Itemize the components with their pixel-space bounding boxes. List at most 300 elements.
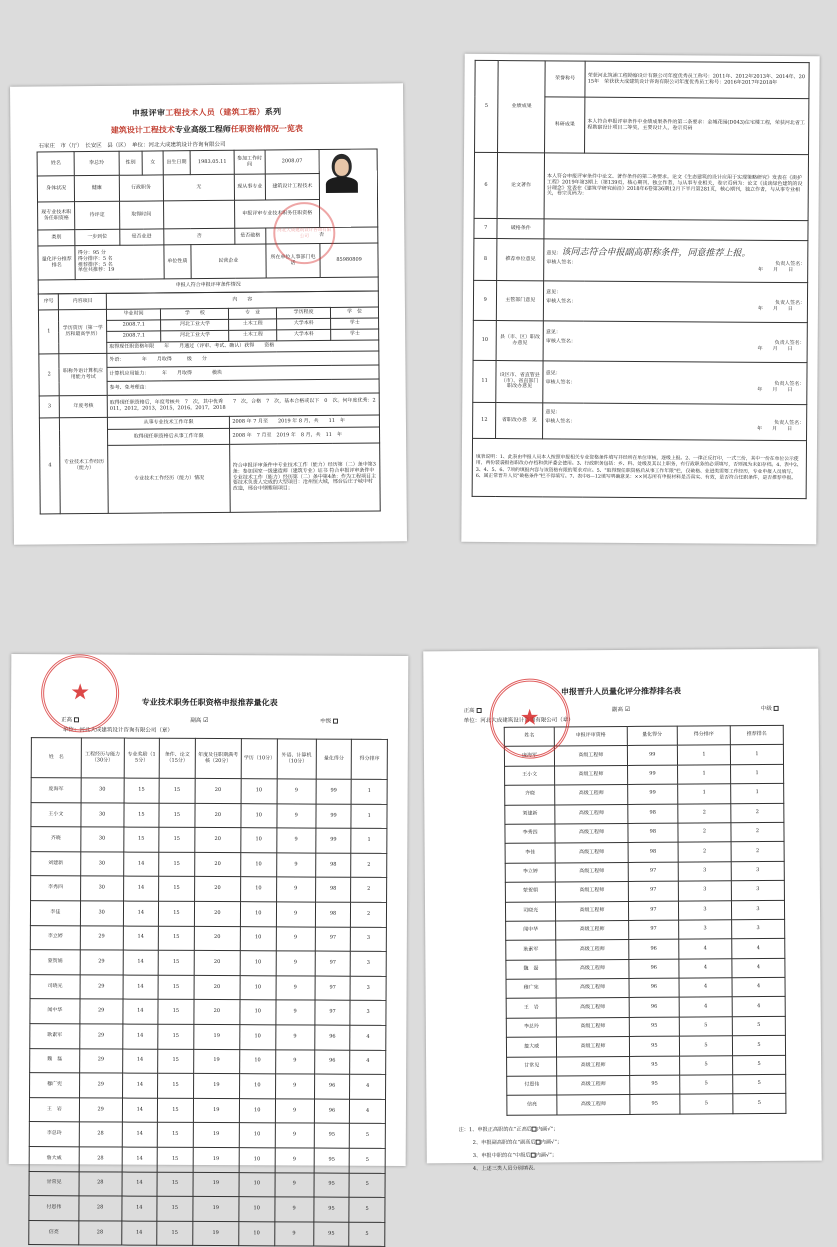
award-score: 14 bbox=[123, 901, 159, 926]
rank-cell: 1 bbox=[351, 804, 387, 829]
rank-cell: 3 bbox=[350, 976, 386, 1001]
experience-score: 28 bbox=[79, 1122, 122, 1147]
table-row bbox=[30, 1073, 386, 1099]
assessment-score: 19 bbox=[193, 1049, 239, 1074]
total-score: 98 bbox=[315, 853, 351, 878]
paper-score: 15 bbox=[158, 1073, 194, 1098]
table-row bbox=[31, 876, 387, 902]
name-cell: 王小文 bbox=[31, 802, 81, 827]
education-score: 10 bbox=[241, 779, 277, 804]
name-cell: 刘建新 bbox=[505, 805, 555, 825]
recommend-rank: 2 bbox=[731, 822, 784, 842]
total-score: 95 bbox=[314, 1173, 350, 1198]
score-summary: 得分：95 分 得分排序：5 名 推荐排序：5 名 单位共推荐：19 bbox=[75, 245, 164, 280]
paper-score: 15 bbox=[159, 901, 195, 926]
experience-score: 29 bbox=[80, 925, 123, 950]
name-cell: 庞海军 bbox=[31, 778, 81, 803]
name-cell: 闻中华 bbox=[30, 999, 80, 1024]
assessment-score: 19 bbox=[194, 1024, 240, 1049]
paper-score: 15 bbox=[158, 926, 194, 951]
award-score: 14 bbox=[122, 1073, 158, 1098]
name-cell: 李秀四 bbox=[505, 824, 555, 844]
applicant-photo bbox=[319, 149, 378, 228]
table-row bbox=[506, 1036, 785, 1057]
assessment-score: 20 bbox=[194, 951, 240, 976]
total-score: 96 bbox=[629, 998, 679, 1018]
total-score: 95 bbox=[314, 1123, 350, 1148]
score-rank: 5 bbox=[680, 1094, 733, 1114]
qualification-cell: 高级工程师 bbox=[557, 1075, 630, 1095]
ranking-notes: 注：1、申报正高职的在“正高后 内画√”； 2、申报副高职的在“副高后 内画√”； 3、申报中职的在“中级后 内画√”； 4、上述三类人员分别填表。 bbox=[458, 1126, 563, 1172]
education-score: 10 bbox=[239, 1148, 275, 1173]
assessment-score: 20 bbox=[195, 778, 241, 803]
assessment-score: 20 bbox=[194, 1000, 240, 1025]
score-rank: 2 bbox=[678, 803, 731, 823]
score-rank: 5 bbox=[679, 1017, 732, 1037]
table-row bbox=[507, 1074, 786, 1095]
language-score: 9 bbox=[275, 1148, 314, 1173]
table-row bbox=[507, 1055, 786, 1076]
qualification-cell: 高级工程师 bbox=[555, 862, 628, 882]
table-row bbox=[506, 1016, 785, 1037]
recommend-rank: 4 bbox=[732, 997, 785, 1017]
table-row bbox=[30, 950, 386, 976]
table-row bbox=[506, 958, 785, 979]
rank-cell: 4 bbox=[350, 1050, 386, 1075]
name-cell: 魏 磊 bbox=[30, 1048, 80, 1073]
award-score: 14 bbox=[122, 999, 158, 1024]
language-score: 9 bbox=[276, 828, 315, 853]
language-score: 9 bbox=[276, 951, 315, 976]
experience-score: 29 bbox=[79, 1073, 122, 1098]
table-row bbox=[29, 1122, 385, 1148]
language-score: 9 bbox=[275, 1025, 314, 1050]
form-title: 申报评审工程技术人员（建筑工程）系列 bbox=[131, 106, 282, 118]
unit-line: 单位：河北大成建筑设计咨询有限公司（章） bbox=[463, 717, 574, 725]
total-score: 98 bbox=[628, 823, 678, 843]
total-score: 95 bbox=[630, 1095, 680, 1115]
ranking-table bbox=[504, 725, 787, 1116]
table-header bbox=[31, 738, 387, 780]
recommend-rank: 1 bbox=[730, 745, 783, 765]
award-score: 14 bbox=[122, 1049, 158, 1074]
rank-cell: 5 bbox=[350, 1124, 386, 1149]
table-row bbox=[30, 925, 386, 951]
table-row bbox=[30, 1048, 386, 1074]
award-score: 15 bbox=[124, 778, 160, 803]
assessment-score: 19 bbox=[193, 1197, 239, 1222]
rank-cell: 1 bbox=[351, 828, 387, 853]
experience-score: 29 bbox=[80, 975, 123, 1000]
name-cell: 穆广宪 bbox=[506, 979, 556, 999]
total-score: 97 bbox=[315, 927, 351, 952]
column-header: 推荐排名 bbox=[730, 725, 783, 745]
paper-score: 15 bbox=[158, 975, 194, 1000]
rank-cell: 3 bbox=[350, 1001, 386, 1026]
rank-cell: 4 bbox=[350, 1025, 386, 1050]
recommend-rank: 5 bbox=[733, 1074, 786, 1094]
education-score: 10 bbox=[240, 1025, 276, 1050]
name-cell: 蒙贺娟 bbox=[30, 950, 80, 975]
total-score: 95 bbox=[313, 1222, 349, 1247]
total-score: 97 bbox=[628, 920, 678, 940]
section-heading: 申报人符合申报评审条件情况 bbox=[38, 277, 378, 294]
column-header: 学历（10分） bbox=[241, 739, 277, 779]
column-header: 得分排序 bbox=[677, 726, 730, 746]
table-row bbox=[30, 1024, 386, 1050]
score-rank: 5 bbox=[679, 1036, 732, 1056]
qualification-cell: 高级工程师 bbox=[556, 920, 629, 940]
score-rank: 5 bbox=[680, 1075, 733, 1095]
recommend-rank: 3 bbox=[732, 919, 785, 939]
total-score: 97 bbox=[628, 881, 678, 901]
table-row bbox=[29, 1196, 385, 1222]
assessment-score: 20 bbox=[194, 901, 240, 926]
rank-cell: 5 bbox=[349, 1197, 385, 1222]
paper-score: 15 bbox=[158, 1000, 194, 1025]
experience-score: 30 bbox=[81, 827, 124, 852]
total-score: 95 bbox=[629, 1017, 679, 1037]
recommend-rank: 3 bbox=[731, 880, 784, 900]
assessment-score: 20 bbox=[195, 803, 241, 828]
total-score: 97 bbox=[315, 951, 351, 976]
award-score: 14 bbox=[122, 1098, 158, 1123]
education-score: 10 bbox=[240, 1049, 276, 1074]
score-rank: 3 bbox=[678, 881, 731, 901]
column-header: 工程经历与能力（30分） bbox=[81, 738, 124, 778]
handwritten-opinion: 该同志符合申报副高职称条件，同意推荐上报。 bbox=[561, 247, 751, 259]
table-row bbox=[31, 778, 387, 804]
assessment-score: 19 bbox=[193, 1123, 239, 1148]
paper-score: 15 bbox=[159, 852, 195, 877]
recommend-rank: 5 bbox=[732, 1016, 785, 1036]
name-cell: 詹大威 bbox=[29, 1146, 79, 1171]
checkbox-intermediate bbox=[774, 706, 779, 711]
qualification-cell: 高级工程师 bbox=[556, 882, 629, 902]
language-score: 9 bbox=[275, 1074, 314, 1099]
name-cell: 王小文 bbox=[505, 766, 555, 786]
achievements-table: 5 业绩成果 荣誉称号 荣获河北筑浦工程勘察设计有限公司年度优秀员工称号：2011年、2012年2013年、2014年、2015年 荣获获大成建筑设计咨询有限公司年度优秀员工称号：2016年2017年2018年 科研成果 本人符合申报评审条件中业绩成果条件的第二条要求：金城花园(D043)住宅楼工程，荣获河北省工程勘察设计项目二等奖，主要设计人，卷宗页码 6 论文著作 本人符合申报评审条件中论文、著作条件的第二条要求。论文《生态建筑的设计应用于实现策略研究》发表在《街护工程》2019年第3期上（第139页，核心期刊，独立作者，与从事专业相关，卷宗页码为：论文《浅谈绿色建筑的设计理念》发表在《建筑学研究前沿》2018年6卷第36期12月下半月第281页，核心期刊，独立作者，与从事专业相关，卷宗页码为： 7 破格条件 8 推荐单位意见 意见：该同志符合申报副高职称条件，同意推荐上报。 审核人签名： 负责人签名： 年 月 日 9 主管部门意见 意见： 审核人签名： 负责人签名： 年 月 日 10 县（市、区）职改办意见 意见： 审核人签名： 负责人签名： 年 月 日 11 设区市、省直管县（市）、省直部门职改办意见 意见： 审核人签名： 负责人签名： 年 月 日 12 省职改办意 见 意见： 审核人签名： 负责人签名： 年 月 日 填表说明：1、此表由申报人员本人按照申报相关专业资格条件填写并经所在单位审核，逐级上报。2、一律正反打印，一式三份，其中一份在单位公示使用，两份装袋报省职改办存档和供评委会使用。3、行政职务包括：乡、科、处级及其以上职务，有行政职务的必须填写，否则视为未如存档。4、表中2、3、4、5、6、7项的填报内容与该资格有限的要求对应。5、"取得现任职资格后从事工作年限"栏，仅破格、业进类需要工作经历，专业申报人员填写。6、属正常晋升人员"破格条件"栏不得填写。7、表中8—12填写明确意见：××同志所有申报材料是否真实、有效，是否符合任职条件，是否推荐申报。 bbox=[472, 60, 810, 499]
name-cell: 闻中华 bbox=[506, 921, 556, 941]
recommend-rank: 5 bbox=[733, 1094, 786, 1114]
total-score: 96 bbox=[314, 1099, 350, 1124]
award-score: 14 bbox=[122, 1172, 158, 1197]
form-notes: 填表说明：1、此表由申报人员本人按照申报相关专业资格条件填写并经所在单位审核，逐级上报。2、一律正反打印，一式三份，其中一份在单位公示使用，两份装袋报省职改办存档和供评委会使用。3、行政职务包括：乡、科、处级及其以上职务，有行政职务的必须填写，否则视为未如存档。4、表中2、3、4、5、6、7项的填报内容与该资格有限的要求对应。5、"取得现任职资格后从事工作年限"栏，仅破格、业进类需要工作经历，专业申报人员填写。6、属正常晋升人员"破格条件"栏不得填写。7、表中8—12填写明确意见：××同志所有申报材料是否真实、有效，是否符合任职条件，是否推荐申报。 bbox=[472, 438, 806, 498]
recommend-rank: 1 bbox=[730, 764, 783, 784]
rank-cell: 2 bbox=[351, 853, 387, 878]
name-cell: 耿素军 bbox=[506, 940, 556, 960]
name-cell: 李秀四 bbox=[31, 876, 81, 901]
table-row bbox=[505, 784, 784, 805]
name-cell: 司晓光 bbox=[505, 901, 555, 921]
column-header: 姓 名 bbox=[31, 738, 81, 778]
name-cell: 齐晓 bbox=[31, 827, 81, 852]
recommend-rank: 3 bbox=[731, 900, 784, 920]
total-score: 99 bbox=[627, 765, 677, 785]
column-header: 条件、论文（15分） bbox=[159, 738, 195, 778]
location-line: 石家庄 市（厅） 长安区 县（区） 单位：河北大成建筑设计咨询有限公司 bbox=[38, 141, 226, 150]
language-score: 9 bbox=[275, 1123, 314, 1148]
name-cell: 李立婷 bbox=[505, 863, 555, 883]
total-score: 98 bbox=[628, 842, 678, 862]
level-options: 正高 副高 ☑ 中级 bbox=[61, 715, 338, 724]
name-cell: 魏 磊 bbox=[506, 960, 556, 980]
rank-cell: 5 bbox=[349, 1222, 385, 1247]
total-score: 98 bbox=[628, 804, 678, 824]
score-rank: 1 bbox=[677, 745, 730, 765]
checkbox-intermediate bbox=[333, 719, 338, 724]
table-row bbox=[29, 1220, 385, 1246]
total-score: 96 bbox=[314, 1074, 350, 1099]
rank-cell: 5 bbox=[349, 1173, 385, 1198]
table-row bbox=[507, 1094, 786, 1115]
name-cell: 李总玲 bbox=[506, 1018, 556, 1038]
qualification-cell: 高级工程师 bbox=[555, 746, 628, 766]
rank-cell: 5 bbox=[349, 1148, 385, 1173]
rank-cell: 3 bbox=[351, 927, 387, 952]
total-score: 96 bbox=[628, 939, 678, 959]
total-score: 99 bbox=[316, 828, 352, 853]
experience-score: 29 bbox=[79, 1098, 122, 1123]
award-score: 15 bbox=[123, 827, 159, 852]
table-row bbox=[505, 803, 784, 824]
assessment-score: 19 bbox=[193, 1074, 239, 1099]
ranking-title: 申报晋升人员量化评分推荐排名表 bbox=[560, 685, 682, 697]
paper-score: 15 bbox=[158, 1024, 194, 1049]
table-header bbox=[504, 725, 783, 746]
experience-score: 29 bbox=[79, 1048, 122, 1073]
award-score: 14 bbox=[123, 975, 159, 1000]
level-options: 正高 副高 ☑ 中级 bbox=[464, 704, 779, 714]
assessment-score: 19 bbox=[193, 1147, 239, 1172]
column-header: 姓名 bbox=[504, 727, 554, 747]
score-rank: 1 bbox=[678, 784, 731, 804]
page-4-ranking-table bbox=[423, 649, 822, 1172]
table-row bbox=[505, 764, 784, 785]
column-header: 年度及任职期满考核（20分） bbox=[195, 738, 241, 778]
score-rank: 3 bbox=[678, 900, 731, 920]
paper-score: 15 bbox=[157, 1221, 193, 1246]
education-score: 10 bbox=[239, 1221, 275, 1246]
total-score: 98 bbox=[315, 877, 351, 902]
name-cell: 李佳 bbox=[30, 901, 80, 926]
column-header: 量化得分 bbox=[627, 726, 677, 746]
rank-cell: 1 bbox=[351, 779, 387, 804]
experience-score: 29 bbox=[80, 950, 123, 975]
table-row bbox=[29, 1171, 385, 1197]
rank-cell: 2 bbox=[351, 878, 387, 903]
total-score: 96 bbox=[315, 1025, 351, 1050]
score-rank: 4 bbox=[679, 978, 732, 998]
name-cell: 甘常见 bbox=[507, 1057, 557, 1077]
name-cell: 刘建新 bbox=[31, 851, 81, 876]
table-row bbox=[505, 861, 784, 882]
table-row bbox=[29, 1146, 385, 1172]
name-cell: 齐晓 bbox=[505, 785, 555, 805]
company-seal: 河北大成建筑设计咨询有限公司 bbox=[273, 202, 336, 265]
paper-score: 15 bbox=[159, 803, 195, 828]
language-score: 9 bbox=[274, 1222, 313, 1247]
column-header: 申报评审资格 bbox=[554, 726, 627, 746]
table-row bbox=[31, 827, 387, 853]
column-header: 专业奖励（15分） bbox=[124, 738, 160, 778]
qualification-cell: 高级工程师 bbox=[556, 998, 629, 1018]
column-header: 得分排序 bbox=[352, 739, 388, 779]
checkbox-senior bbox=[74, 717, 79, 722]
checkbox-senior bbox=[476, 708, 481, 713]
total-score: 99 bbox=[627, 784, 677, 804]
name-cell: 李总玲 bbox=[29, 1122, 79, 1147]
table-row bbox=[505, 822, 784, 843]
score-rank: 2 bbox=[678, 842, 731, 862]
qualification-cell: 高级工程师 bbox=[555, 843, 628, 863]
name-cell: 李立婷 bbox=[30, 925, 80, 950]
recommend-rank: 4 bbox=[732, 939, 785, 959]
qualification-cell: 高级工程师 bbox=[556, 901, 629, 921]
total-score: 99 bbox=[627, 746, 677, 766]
qualification-cell: 高级工程师 bbox=[556, 1017, 629, 1037]
name-cell: 蒙贺娟 bbox=[505, 882, 555, 902]
experience-score: 28 bbox=[79, 1147, 122, 1172]
table-row bbox=[506, 939, 785, 960]
name-cell: 司晓光 bbox=[30, 974, 80, 999]
table-row bbox=[31, 851, 387, 877]
table-row bbox=[504, 745, 783, 766]
paper-score: 15 bbox=[158, 1049, 194, 1074]
total-score: 97 bbox=[315, 976, 351, 1001]
experience-score: 28 bbox=[79, 1171, 122, 1196]
qualification-cell: 高级工程师 bbox=[557, 1056, 630, 1076]
table-row bbox=[505, 842, 784, 863]
qualification-cell: 高级工程师 bbox=[555, 785, 628, 805]
quantification-table bbox=[28, 737, 388, 1247]
score-rank: 3 bbox=[678, 861, 731, 881]
award-score: 14 bbox=[123, 950, 159, 975]
name-cell: 付恩伟 bbox=[29, 1196, 79, 1221]
recommend-rank: 4 bbox=[732, 977, 785, 997]
paper-score: 15 bbox=[158, 950, 194, 975]
award-score: 14 bbox=[121, 1221, 157, 1246]
recommend-rank: 4 bbox=[732, 958, 785, 978]
assessment-score: 20 bbox=[194, 852, 240, 877]
qualification-cell: 高级工程师 bbox=[556, 979, 629, 999]
score-rank: 5 bbox=[680, 1055, 733, 1075]
experience-score: 28 bbox=[79, 1221, 122, 1246]
language-score: 9 bbox=[274, 1197, 313, 1222]
name-cell: 詹大威 bbox=[506, 1037, 556, 1057]
total-score: 96 bbox=[629, 959, 679, 979]
qualification-cell: 高级工程师 bbox=[555, 765, 628, 785]
total-score: 95 bbox=[314, 1197, 350, 1222]
qualification-cell: 高级工程师 bbox=[557, 1037, 630, 1057]
recommend-rank: 3 bbox=[731, 861, 784, 881]
language-score: 9 bbox=[275, 1000, 314, 1025]
paper-score: 15 bbox=[159, 877, 195, 902]
total-score: 95 bbox=[314, 1148, 350, 1173]
table-row bbox=[505, 880, 784, 901]
experience-score: 28 bbox=[79, 1196, 122, 1221]
paper-score: 15 bbox=[158, 1098, 194, 1123]
unit-line: 单位：河北大成建筑设计咨询有限公司（章） bbox=[62, 727, 173, 734]
total-score: 95 bbox=[629, 1036, 679, 1056]
table-row bbox=[506, 977, 785, 998]
name-cell: 付恩伟 bbox=[507, 1076, 557, 1096]
table-row bbox=[31, 802, 387, 828]
assessment-score: 19 bbox=[193, 1098, 239, 1123]
language-score: 9 bbox=[275, 1172, 314, 1197]
recommend-rank: 5 bbox=[733, 1055, 786, 1075]
recommend-rank: 2 bbox=[731, 803, 784, 823]
assessment-score: 20 bbox=[195, 828, 241, 853]
name-cell: 信亮 bbox=[29, 1220, 79, 1245]
applicant-name: 李总玲 bbox=[74, 151, 118, 175]
assessment-score: 20 bbox=[194, 975, 240, 1000]
score-rank: 4 bbox=[679, 997, 732, 1017]
column-header: 外语、计算机（10分） bbox=[277, 739, 316, 779]
table-row bbox=[505, 900, 784, 921]
education-score: 10 bbox=[240, 1000, 276, 1025]
language-score: 9 bbox=[276, 877, 315, 902]
paper-score: 15 bbox=[157, 1123, 193, 1148]
experience-score: 30 bbox=[81, 778, 124, 803]
name-cell: 甘常见 bbox=[29, 1171, 79, 1196]
table-row bbox=[506, 997, 785, 1018]
education-score: 10 bbox=[240, 951, 276, 976]
education-score: 10 bbox=[241, 877, 277, 902]
total-score: 97 bbox=[315, 1000, 351, 1025]
conditions-table: 序号 内容项目 内 容 1 学历资历（第一学历和最高学历） 毕业时间 学 校 专 业 学历程度 学 位 2008.7.1 河北工业大学 土木工程 大学本科 学士 2008.7.1 河北工业大学 土木工程 大学本科 学士 取得现任职资格年限 年 月通过（评审、考试、确认）获得 资格 2 职称外语计算机应用能力考试 外语： 年 月取得 级 分 计算机应用能力： 年 月取得 模块 参考、免考理由： 3 年度考核 取得现任职资格后，年度考核共 7 次，其中优秀 7 次，合格 7 次，基本合格或以下 0 次。何年度优秀：2011，2012，2013，2015，2016，2017，2018 4 专业技术工作经历（能力） 从事专业技术工作年限 2008 年 7 月至 2019 年 8 月，共 11 年 取得现任职资格后从事工作年限 2008 年 7 月至 2019 年 8 月，共 11 年 专业技术工作经历（能力）情况 符合申报评审条件中专业技术工作（能力）经历第（二）条中第3条：参加国家一级建造师（建筑专业）证书 符合申报评审条件中专业技术工作（能力）经历第（二）条中第4条：作为工程项目主要技术负责人完成的大型项目：沧州恒大城，邢台后庄子城中村改造，邢台中钢紫瑞项目； bbox=[38, 291, 381, 515]
total-score: 99 bbox=[316, 804, 352, 829]
checkbox-deputy-senior-checked: ☑ bbox=[203, 716, 209, 724]
language-score: 9 bbox=[276, 926, 315, 951]
education-score: 10 bbox=[239, 1123, 275, 1148]
award-score: 14 bbox=[123, 876, 159, 901]
basic-info-table: 姓名 李总玲 性别 女 出生日期 1983.05.11 参加工作时间 2008.07 身体状况 健康 行政职务 无 现从事专业 建筑设计工程技术 现专业技术职务任职资格 待评定 取得时间 申报评审专业技术职务任职资格 类别 一步到位 是否业进 否 是否破格 否 量化评分推荐排名 得分：95 分 得分排序：5 名 推荐排序：5 名 单位共推荐：19 单位性质 民营企业 所在单位人事部门电话 85980809 申报人符合申报评审条件情况 bbox=[37, 149, 379, 295]
page-3-quantification-table bbox=[9, 654, 409, 1237]
total-score: 98 bbox=[315, 902, 351, 927]
name-cell: 穆广宪 bbox=[30, 1073, 80, 1098]
name-cell: 王 岩 bbox=[506, 998, 556, 1018]
education-score: 10 bbox=[240, 902, 276, 927]
table-row bbox=[30, 999, 386, 1025]
employer-opinion: 意见：该同志符合申报副高职称条件，同意推荐上报。 审核人签名： 负责人签名： 年 月 日 bbox=[544, 239, 808, 283]
education-score: 10 bbox=[240, 1074, 276, 1099]
rank-cell: 4 bbox=[350, 1099, 386, 1124]
language-score: 9 bbox=[276, 976, 315, 1001]
qualification-cell: 高级工程师 bbox=[555, 804, 628, 824]
total-score: 96 bbox=[314, 1050, 350, 1075]
experience-score: 29 bbox=[80, 999, 123, 1024]
experience-score: 30 bbox=[80, 901, 123, 926]
checkbox-deputy-senior-checked: ☑ bbox=[624, 705, 631, 713]
qualification-cell: 高级工程师 bbox=[556, 959, 629, 979]
quantification-title: 专业技术职务任职资格申报推荐量化表 bbox=[141, 696, 278, 708]
award-score: 14 bbox=[122, 1147, 158, 1172]
paper-score: 15 bbox=[159, 827, 195, 852]
recommend-rank: 5 bbox=[732, 1036, 785, 1056]
rank-cell: 3 bbox=[351, 951, 387, 976]
language-score: 9 bbox=[277, 779, 316, 804]
score-rank: 1 bbox=[677, 765, 730, 785]
paper-score: 15 bbox=[159, 778, 195, 803]
education-score: 10 bbox=[240, 975, 276, 1000]
score-rank: 4 bbox=[679, 939, 732, 959]
paper-score: 15 bbox=[157, 1172, 193, 1197]
page-1-qualification-form bbox=[10, 83, 407, 544]
education-score: 10 bbox=[241, 852, 277, 877]
language-score: 9 bbox=[277, 803, 316, 828]
experience-score: 30 bbox=[80, 876, 123, 901]
